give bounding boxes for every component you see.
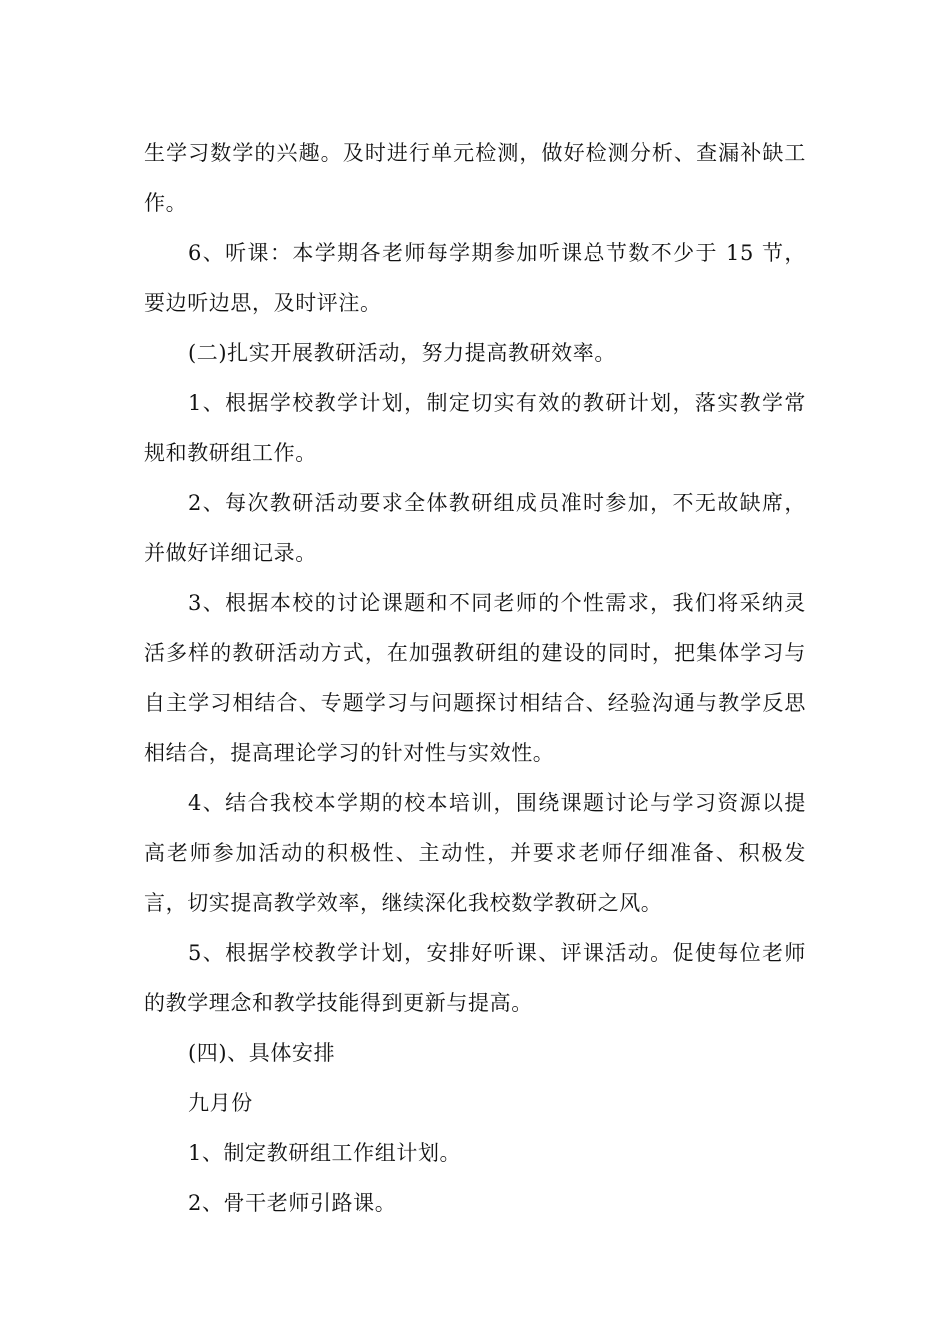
- paragraph-item-4: 4、结合我校本学期的校本培训，围绕课题讨论与学习资源以提高老师参加活动的积极性、主动性，并要求老师仔细准备、积极发言，切实提高教学效率，继续深化我校数学教研之风。: [144, 791, 806, 915]
- paragraph-item-1: 1、根据学校教学计划，制定切实有效的教研计划，落实教学常规和教研组工作。: [144, 391, 806, 465]
- paragraph-item-2: 2、每次教研活动要求全体教研组成员准时参加，不无故缺席，并做好详细记录。: [144, 491, 806, 565]
- document-page: [144, 128, 806, 1228]
- paragraph-continuation: 生学习数学的兴趣。及时进行单元检测，做好检测分析、查漏补缺工作。: [144, 141, 806, 215]
- section-heading-schedule: (四)、具体安排: [188, 1041, 336, 1065]
- paragraph-item-5: 5、根据学校教学计划，安排好听课、评课活动。促使每位老师的教学理念和教学技能得到更新与提高。: [144, 941, 806, 1015]
- paragraph-item-6-lesson-observation: 6、听课：本学期各老师每学期参加听课总节数不少于 15 节，要边听边思，及时评注。: [144, 241, 806, 315]
- paragraph-item-3: 3、根据本校的讨论课题和不同老师的个性需求，我们将采纳灵活多样的教研活动方式，在加强教研组的建设的同时，把集体学习与自主学习相结合、专题学习与问题探讨相结合、经验沟通与教学反思相结合，提高理论学习的针对性与实效性。: [144, 591, 806, 765]
- month-heading-september: 九月份: [188, 1091, 253, 1115]
- section-heading-research-activities: (二)扎实开展教研活动，努力提高教研效率。: [188, 341, 616, 365]
- schedule-item-2: 2、骨干老师引路课。: [188, 1191, 397, 1215]
- schedule-item-1: 1、制定教研组工作组计划。: [188, 1141, 462, 1165]
